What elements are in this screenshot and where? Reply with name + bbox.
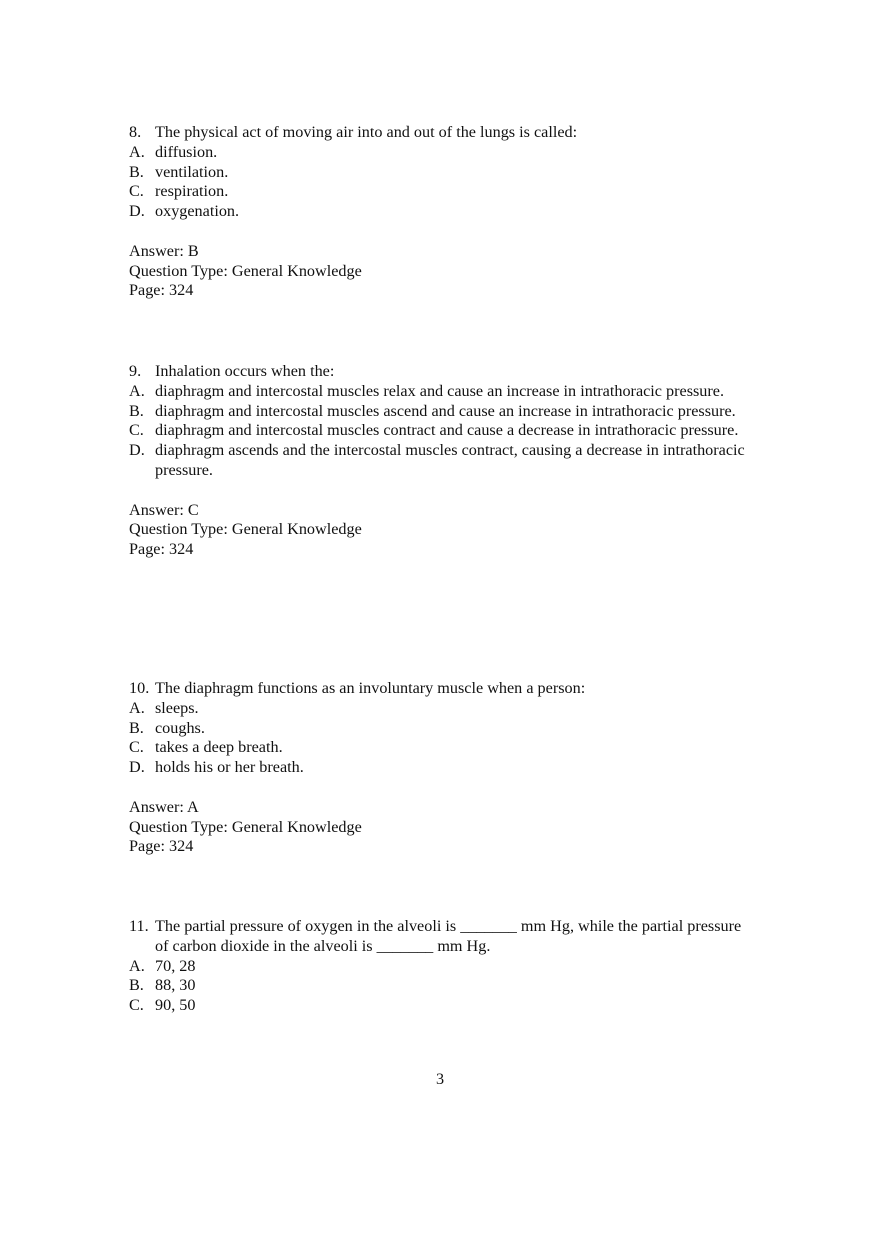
option-text: 88, 30	[155, 976, 196, 995]
option-text: respiration.	[155, 182, 229, 201]
answer-line: Answer: B	[129, 241, 199, 260]
option-b	[129, 976, 749, 996]
question-10	[129, 679, 749, 857]
option-a	[129, 143, 749, 163]
question-number: 11.	[129, 917, 149, 935]
option-letter: D.	[129, 441, 145, 460]
option-a	[129, 957, 749, 977]
question-text: The diaphragm functions as an involuntary muscle when a person:	[155, 679, 586, 697]
option-text: diaphragm and intercostal muscles ascend and cause an increase in intrathoracic pressure.	[155, 401, 736, 420]
option-text: takes a deep breath.	[155, 738, 283, 757]
option-letter: D.	[129, 758, 145, 777]
option-d	[129, 441, 749, 481]
answer-line: Answer: C	[129, 500, 199, 519]
question-stem	[129, 123, 749, 143]
option-c	[129, 996, 749, 1016]
question-8	[129, 123, 749, 301]
question-text: Inhalation occurs when the:	[155, 362, 335, 380]
option-d	[129, 202, 749, 222]
option-text: 90, 50	[155, 996, 196, 1015]
option-text: 70, 28	[155, 956, 196, 975]
option-text: diaphragm and intercostal muscles contract and cause a decrease in intrathoracic pressure.	[155, 421, 739, 440]
option-text: oxygenation.	[155, 202, 240, 221]
option-letter: C.	[129, 421, 144, 440]
option-text: diffusion.	[155, 142, 218, 161]
option-a	[129, 382, 749, 402]
option-letter: A.	[129, 381, 145, 400]
question-stem	[129, 362, 749, 382]
page-reference-line: Page: 324	[129, 540, 194, 559]
question-text: The physical act of moving air into and out of the lungs is called:	[155, 123, 578, 141]
page-reference-line: Page: 324	[129, 281, 194, 300]
option-letter: A.	[129, 956, 145, 975]
question-type-line: Question Type: General Knowledge	[129, 520, 362, 539]
option-b	[129, 163, 749, 183]
option-text: ventilation.	[155, 162, 229, 181]
question-type-line: Question Type: General Knowledge	[129, 261, 362, 280]
option-a	[129, 699, 749, 719]
option-text: sleeps.	[155, 698, 199, 717]
option-text: diaphragm and intercostal muscles relax and cause an increase in intrathoracic pressure.	[155, 381, 725, 400]
option-letter: C.	[129, 182, 144, 201]
option-letter: C.	[129, 996, 144, 1015]
option-letter: B.	[129, 718, 144, 737]
question-number: 10.	[129, 679, 150, 697]
question-11	[129, 917, 749, 1016]
question-number: 9.	[129, 362, 142, 380]
question-text: The partial pressure of oxygen in the alveoli is _______ mm Hg, while the partial pressure of carbon dioxide in the alveoli is _______ mm Hg.	[155, 917, 742, 955]
question-stem	[129, 917, 749, 957]
option-letter: A.	[129, 142, 145, 161]
option-letter: B.	[129, 162, 144, 181]
option-b	[129, 402, 749, 422]
question-type-line: Question Type: General Knowledge	[129, 817, 362, 836]
option-b	[129, 719, 749, 739]
option-letter: B.	[129, 401, 144, 420]
option-c	[129, 421, 749, 441]
page-number: 3	[435, 1070, 445, 1088]
option-c	[129, 182, 749, 202]
option-letter: B.	[129, 976, 144, 995]
option-d	[129, 758, 749, 778]
question-stem	[129, 679, 749, 699]
option-c	[129, 738, 749, 758]
option-text: diaphragm ascends and the intercostal muscles contract, causing a decrease in intrathoracic pressure.	[155, 441, 745, 479]
answer-line: Answer: A	[129, 797, 199, 816]
question-number: 8.	[129, 123, 142, 141]
option-text: coughs.	[155, 718, 205, 737]
option-letter: D.	[129, 202, 145, 221]
option-text: holds his or her breath.	[155, 758, 304, 777]
question-9	[129, 362, 749, 560]
option-letter: C.	[129, 738, 144, 757]
option-letter: A.	[129, 698, 145, 717]
page-reference-line: Page: 324	[129, 837, 194, 856]
